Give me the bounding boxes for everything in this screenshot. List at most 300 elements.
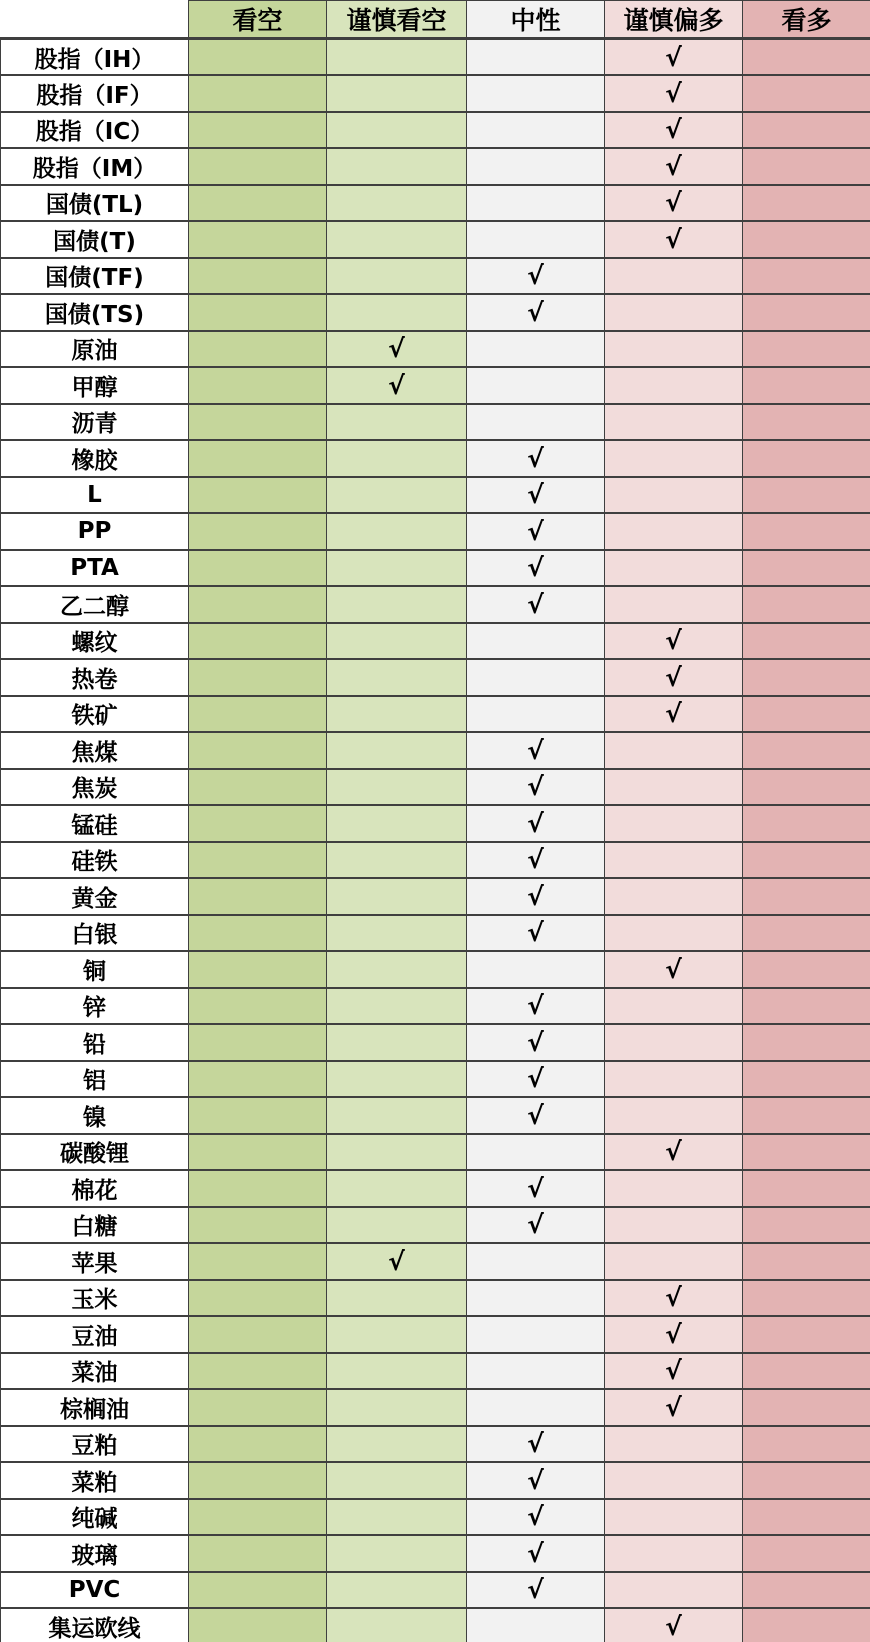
checkmark-icon: √ — [527, 1064, 544, 1094]
sentiment-cell — [743, 294, 870, 331]
checkmark-icon: √ — [665, 42, 682, 72]
table-row — [1, 1024, 870, 1061]
row-label: 铝 — [1, 1061, 189, 1098]
col-header-cautious-bullish: 谨慎偏多 — [605, 1, 743, 39]
table-row — [1, 586, 870, 623]
table-row — [1, 112, 870, 149]
sentiment-cell — [189, 148, 327, 185]
sentiment-cell — [743, 331, 870, 368]
sentiment-cell — [605, 1207, 743, 1244]
table-row — [1, 367, 870, 404]
row-label: 苹果 — [1, 1243, 189, 1280]
table-row — [1, 148, 870, 185]
row-label: 硅铁 — [1, 842, 189, 879]
row-label: 铁矿 — [1, 696, 189, 733]
checkmark-icon: √ — [665, 1283, 682, 1313]
checkmark-icon: √ — [527, 1027, 544, 1057]
sentiment-cell — [605, 1462, 743, 1499]
sentiment-cell — [327, 1061, 467, 1098]
checkmark-icon: √ — [527, 480, 544, 510]
table-row — [1, 623, 870, 660]
sentiment-cell — [605, 185, 743, 222]
checkmark-icon: √ — [388, 370, 405, 400]
sentiment-cell — [189, 586, 327, 623]
row-label: 黄金 — [1, 878, 189, 915]
table-row — [1, 550, 870, 587]
sentiment-cell — [743, 39, 870, 76]
sentiment-cell — [605, 732, 743, 769]
sentiment-cell — [605, 696, 743, 733]
table-row — [1, 477, 870, 514]
table-row — [1, 1316, 870, 1353]
sentiment-cell — [467, 1353, 605, 1390]
checkmark-icon: √ — [665, 224, 682, 254]
checkmark-icon: √ — [527, 735, 544, 765]
table-body — [1, 39, 870, 1642]
sentiment-cell — [189, 1061, 327, 1098]
sentiment-cell — [189, 112, 327, 149]
checkmark-icon: √ — [527, 808, 544, 838]
col-header-neutral: 中性 — [467, 1, 605, 39]
sentiment-cell — [189, 477, 327, 514]
row-label: 甲醇 — [1, 367, 189, 404]
sentiment-cell — [467, 988, 605, 1025]
row-label: 国债(T) — [1, 221, 189, 258]
sentiment-cell — [467, 1280, 605, 1317]
row-label: 热卷 — [1, 659, 189, 696]
sentiment-cell — [467, 1462, 605, 1499]
table-row — [1, 1280, 870, 1317]
sentiment-cell — [327, 623, 467, 660]
sentiment-cell — [327, 39, 467, 76]
sentiment-cell — [189, 805, 327, 842]
sentiment-cell — [327, 258, 467, 295]
sentiment-cell — [467, 769, 605, 806]
sentiment-cell — [605, 39, 743, 76]
sentiment-cell — [605, 404, 743, 441]
checkmark-icon: √ — [665, 115, 682, 145]
checkmark-icon: √ — [665, 662, 682, 692]
row-label: 股指（IC） — [1, 112, 189, 149]
table-row — [1, 805, 870, 842]
sentiment-cell — [467, 1499, 605, 1536]
sentiment-cell — [467, 623, 605, 660]
table-row — [1, 440, 870, 477]
sentiment-cell — [743, 696, 870, 733]
table-row — [1, 696, 870, 733]
checkmark-icon: √ — [527, 772, 544, 802]
sentiment-cell — [743, 1535, 870, 1572]
sentiment-cell — [467, 258, 605, 295]
sentiment-cell — [327, 1097, 467, 1134]
row-label: 沥青 — [1, 404, 189, 441]
table-row — [1, 1243, 870, 1280]
sentiment-cell — [743, 1353, 870, 1390]
sentiment-cell — [743, 732, 870, 769]
sentiment-cell — [189, 842, 327, 879]
checkmark-icon: √ — [665, 699, 682, 729]
table-row — [1, 1134, 870, 1171]
sentiment-cell — [605, 75, 743, 112]
checkmark-icon: √ — [527, 1465, 544, 1495]
checkmark-icon: √ — [527, 1429, 544, 1459]
table-row — [1, 1170, 870, 1207]
sentiment-cell — [467, 404, 605, 441]
sentiment-cell — [189, 1024, 327, 1061]
checkmark-icon: √ — [665, 1319, 682, 1349]
sentiment-cell — [743, 1024, 870, 1061]
sentiment-cell — [327, 878, 467, 915]
sentiment-cell — [743, 1608, 870, 1642]
sentiment-cell — [743, 1462, 870, 1499]
table-row — [1, 1462, 870, 1499]
sentiment-cell — [189, 1535, 327, 1572]
sentiment-cell — [189, 696, 327, 733]
sentiment-cell — [467, 1426, 605, 1463]
sentiment-cell — [743, 440, 870, 477]
checkmark-icon: √ — [527, 1502, 544, 1532]
checkmark-icon: √ — [527, 918, 544, 948]
table-row — [1, 185, 870, 222]
sentiment-cell — [743, 1499, 870, 1536]
table-row — [1, 221, 870, 258]
sentiment-cell — [605, 1572, 743, 1609]
sentiment-cell — [743, 1207, 870, 1244]
sentiment-cell — [467, 915, 605, 952]
sentiment-cell — [467, 1572, 605, 1609]
sentiment-cell — [743, 805, 870, 842]
checkmark-icon: √ — [527, 881, 544, 911]
sentiment-cell — [189, 404, 327, 441]
checkmark-icon: √ — [665, 78, 682, 108]
sentiment-cell — [327, 1134, 467, 1171]
sentiment-cell — [743, 258, 870, 295]
sentiment-cell — [189, 988, 327, 1025]
sentiment-cell — [605, 550, 743, 587]
checkmark-icon: √ — [527, 1210, 544, 1240]
sentiment-cell — [605, 221, 743, 258]
row-label: 集运欧线 — [1, 1608, 189, 1642]
table-row — [1, 75, 870, 112]
sentiment-cell — [467, 696, 605, 733]
table-row — [1, 1572, 870, 1609]
row-label: 股指（IM） — [1, 148, 189, 185]
sentiment-cell — [189, 258, 327, 295]
sentiment-cell — [743, 623, 870, 660]
table-row — [1, 769, 870, 806]
checkmark-icon: √ — [665, 954, 682, 984]
sentiment-cell — [743, 185, 870, 222]
corner-cell — [1, 1, 189, 39]
sentiment-cell — [743, 112, 870, 149]
table-row — [1, 915, 870, 952]
checkmark-icon: √ — [527, 553, 544, 583]
sentiment-cell — [327, 1499, 467, 1536]
sentiment-cell — [605, 842, 743, 879]
sentiment-cell — [605, 623, 743, 660]
sentiment-cell — [189, 878, 327, 915]
row-label: 乙二醇 — [1, 586, 189, 623]
sentiment-cell — [605, 331, 743, 368]
sentiment-cell — [467, 185, 605, 222]
sentiment-cell — [327, 1462, 467, 1499]
sentiment-cell — [605, 659, 743, 696]
sentiment-cell — [605, 1134, 743, 1171]
sentiment-cell — [743, 988, 870, 1025]
checkmark-icon: √ — [665, 151, 682, 181]
checkmark-icon: √ — [527, 1538, 544, 1568]
sentiment-cell — [189, 1608, 327, 1642]
sentiment-cell — [743, 1316, 870, 1353]
sentiment-cell — [467, 148, 605, 185]
sentiment-cell — [605, 148, 743, 185]
sentiment-cell — [605, 1353, 743, 1390]
row-label: 铅 — [1, 1024, 189, 1061]
row-label: PVC — [1, 1572, 189, 1609]
sentiment-cell — [467, 294, 605, 331]
table-row — [1, 1426, 870, 1463]
sentiment-cell — [605, 1426, 743, 1463]
table-row — [1, 258, 870, 295]
table-row — [1, 1389, 870, 1426]
sentiment-cell — [467, 1535, 605, 1572]
sentiment-cell — [605, 1243, 743, 1280]
col-header-bearish: 看空 — [189, 1, 327, 39]
sentiment-cell — [189, 513, 327, 550]
sentiment-cell — [327, 732, 467, 769]
sentiment-cell — [189, 1389, 327, 1426]
sentiment-cell — [189, 440, 327, 477]
row-label: PTA — [1, 550, 189, 587]
sentiment-cell — [327, 951, 467, 988]
checkmark-icon: √ — [665, 626, 682, 656]
table-row — [1, 878, 870, 915]
sentiment-cell — [327, 440, 467, 477]
sentiment-cell — [743, 1170, 870, 1207]
sentiment-cell — [467, 1316, 605, 1353]
sentiment-cell — [605, 258, 743, 295]
checkmark-icon: √ — [527, 516, 544, 546]
table-row — [1, 1353, 870, 1390]
sentiment-cell — [467, 1097, 605, 1134]
col-header-cautious-bearish: 谨慎看空 — [327, 1, 467, 39]
sentiment-cell — [327, 185, 467, 222]
row-label: 螺纹 — [1, 623, 189, 660]
sentiment-cell — [327, 1353, 467, 1390]
sentiment-cell — [605, 1280, 743, 1317]
sentiment-cell — [327, 1280, 467, 1317]
row-label: 橡胶 — [1, 440, 189, 477]
sentiment-cell — [327, 148, 467, 185]
sentiment-cell — [189, 915, 327, 952]
table-row — [1, 951, 870, 988]
sentiment-cell — [743, 1097, 870, 1134]
table-row — [1, 1499, 870, 1536]
sentiment-cell — [467, 1243, 605, 1280]
table-row — [1, 404, 870, 441]
sentiment-cell — [743, 148, 870, 185]
row-label: 股指（IH） — [1, 39, 189, 76]
sentiment-cell — [743, 1389, 870, 1426]
sentiment-cell — [743, 75, 870, 112]
sentiment-cell — [189, 1280, 327, 1317]
sentiment-cell — [327, 550, 467, 587]
sentiment-cell — [327, 513, 467, 550]
sentiment-cell — [327, 696, 467, 733]
sentiment-cell — [327, 586, 467, 623]
table-row — [1, 513, 870, 550]
sentiment-cell — [189, 221, 327, 258]
row-label: 锌 — [1, 988, 189, 1025]
sentiment-cell — [467, 1170, 605, 1207]
sentiment-cell — [467, 367, 605, 404]
sentiment-cell — [743, 477, 870, 514]
table-row — [1, 842, 870, 879]
sentiment-cell — [189, 75, 327, 112]
row-label: 白银 — [1, 915, 189, 952]
sentiment-cell — [327, 1535, 467, 1572]
sentiment-cell — [743, 1243, 870, 1280]
sentiment-cell — [327, 769, 467, 806]
sentiment-cell — [327, 842, 467, 879]
sentiment-cell — [743, 586, 870, 623]
sentiment-cell — [189, 659, 327, 696]
sentiment-cell — [327, 659, 467, 696]
sentiment-cell — [605, 1316, 743, 1353]
row-label: 白糖 — [1, 1207, 189, 1244]
sentiment-cell — [189, 550, 327, 587]
checkmark-icon: √ — [527, 1100, 544, 1130]
sentiment-cell — [189, 1170, 327, 1207]
sentiment-cell — [467, 112, 605, 149]
sentiment-cell — [467, 1024, 605, 1061]
sentiment-cell — [327, 1207, 467, 1244]
sentiment-cell — [467, 732, 605, 769]
sentiment-cell — [605, 112, 743, 149]
sentiment-cell — [743, 513, 870, 550]
row-label: 棕榈油 — [1, 1389, 189, 1426]
checkmark-icon: √ — [527, 1575, 544, 1605]
sentiment-cell — [743, 1572, 870, 1609]
sentiment-cell — [467, 75, 605, 112]
sentiment-cell — [743, 1426, 870, 1463]
sentiment-cell — [327, 1389, 467, 1426]
sentiment-cell — [605, 1499, 743, 1536]
table-row — [1, 294, 870, 331]
sentiment-cell — [605, 440, 743, 477]
sentiment-cell — [327, 988, 467, 1025]
sentiment-cell — [605, 805, 743, 842]
sentiment-cell — [327, 221, 467, 258]
sentiment-cell — [605, 951, 743, 988]
sentiment-cell — [189, 1097, 327, 1134]
sentiment-cell — [743, 878, 870, 915]
sentiment-cell — [605, 1170, 743, 1207]
row-label: L — [1, 477, 189, 514]
sentiment-cell — [743, 915, 870, 952]
row-label: 纯碱 — [1, 1499, 189, 1536]
sentiment-cell — [327, 1426, 467, 1463]
sentiment-cell — [467, 221, 605, 258]
sentiment-cell — [327, 915, 467, 952]
row-label: 碳酸锂 — [1, 1134, 189, 1171]
sentiment-cell — [189, 1572, 327, 1609]
col-header-bullish: 看多 — [743, 1, 870, 39]
sentiment-cell — [605, 1389, 743, 1426]
sentiment-cell — [189, 769, 327, 806]
sentiment-cell — [743, 221, 870, 258]
row-label: 铜 — [1, 951, 189, 988]
sentiment-cell — [743, 1134, 870, 1171]
sentiment-cell — [605, 878, 743, 915]
row-label: 锰硅 — [1, 805, 189, 842]
checkmark-icon: √ — [665, 1356, 682, 1386]
sentiment-cell — [605, 1608, 743, 1642]
row-label: 国债(TL) — [1, 185, 189, 222]
table-row — [1, 1097, 870, 1134]
row-label: 焦煤 — [1, 732, 189, 769]
sentiment-cell — [605, 513, 743, 550]
sentiment-cell — [189, 294, 327, 331]
sentiment-cell — [467, 331, 605, 368]
row-label: 镍 — [1, 1097, 189, 1134]
sentiment-cell — [327, 1608, 467, 1642]
sentiment-cell — [327, 367, 467, 404]
table-row — [1, 988, 870, 1025]
row-label: 国债(TF) — [1, 258, 189, 295]
sentiment-cell — [743, 659, 870, 696]
sentiment-cell — [189, 331, 327, 368]
sentiment-cell — [327, 805, 467, 842]
sentiment-cell — [605, 988, 743, 1025]
sentiment-cell — [189, 623, 327, 660]
sentiment-cell — [327, 477, 467, 514]
sentiment-cell — [327, 1170, 467, 1207]
checkmark-icon: √ — [527, 297, 544, 327]
sentiment-cell — [327, 1243, 467, 1280]
sentiment-cell — [467, 1207, 605, 1244]
sentiment-cell — [467, 586, 605, 623]
sentiment-cell — [605, 1535, 743, 1572]
checkmark-icon: √ — [388, 334, 405, 364]
sentiment-cell — [467, 550, 605, 587]
row-label: 豆粕 — [1, 1426, 189, 1463]
sentiment-cell — [189, 1243, 327, 1280]
row-label: 菜粕 — [1, 1462, 189, 1499]
table-row — [1, 1207, 870, 1244]
table-row — [1, 39, 870, 76]
sentiment-cell — [605, 1061, 743, 1098]
sentiment-cell — [327, 1572, 467, 1609]
sentiment-cell — [605, 586, 743, 623]
row-label: 玻璃 — [1, 1535, 189, 1572]
table-row — [1, 1061, 870, 1098]
checkmark-icon: √ — [665, 188, 682, 218]
row-label: 玉米 — [1, 1280, 189, 1317]
sentiment-cell — [327, 75, 467, 112]
table-row — [1, 1608, 870, 1642]
sentiment-cell — [189, 1353, 327, 1390]
checkmark-icon: √ — [527, 991, 544, 1021]
sentiment-cell — [467, 878, 605, 915]
row-label: 棉花 — [1, 1170, 189, 1207]
sentiment-cell — [189, 39, 327, 76]
sentiment-cell — [467, 513, 605, 550]
sentiment-cell — [467, 1608, 605, 1642]
sentiment-cell — [605, 294, 743, 331]
table-row — [1, 659, 870, 696]
table-row — [1, 732, 870, 769]
